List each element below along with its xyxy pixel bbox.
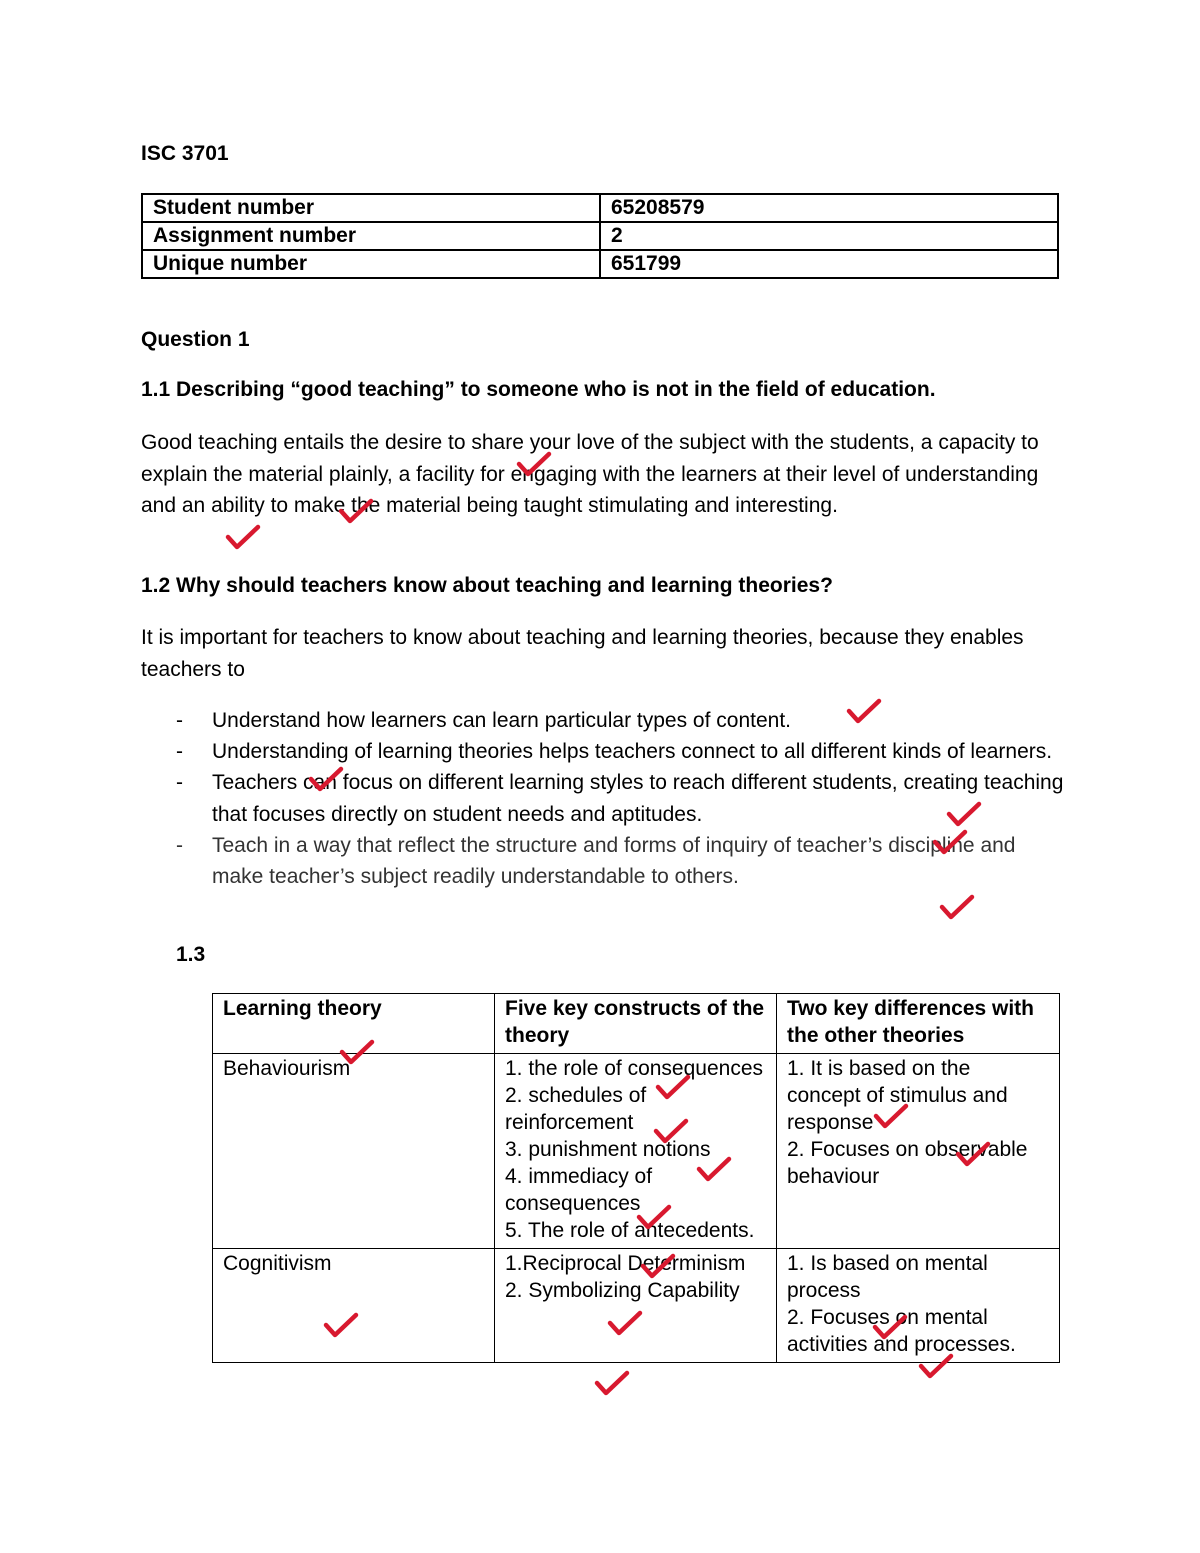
check-mark-icon bbox=[308, 765, 344, 793]
check-mark-icon bbox=[594, 1369, 630, 1397]
list-item-text: Teach in a way that reflect the structure and forms of inquiry of teacher’s discipline and make teacher’s subject readily understandable to others. bbox=[212, 833, 1016, 889]
table-row bbox=[142, 250, 1058, 278]
construct-item: 2. Symbolizing Capability bbox=[505, 1279, 740, 1302]
theory-name: Cognitivism bbox=[213, 1249, 495, 1363]
check-mark-icon bbox=[918, 1352, 954, 1380]
construct-item: 5. The role of antecedents. bbox=[505, 1219, 755, 1242]
column-header: Two key differences with the other theories bbox=[777, 994, 1060, 1054]
list-item-text: Understanding of learning theories helps teachers connect to all different kinds of learners. bbox=[212, 740, 1053, 764]
construct-item: 2. schedules of reinforcement bbox=[505, 1084, 647, 1134]
check-mark-icon bbox=[955, 1140, 991, 1168]
question-title: Question 1 bbox=[141, 328, 250, 351]
construct-item: 1.Reciprocal Determinism bbox=[505, 1252, 746, 1275]
table-row bbox=[142, 194, 1058, 222]
check-mark-icon bbox=[932, 828, 968, 856]
question-number: 1.2 bbox=[141, 574, 171, 597]
info-label: Unique number bbox=[142, 250, 600, 278]
check-mark-icon bbox=[846, 697, 882, 725]
column-header: Learning theory bbox=[213, 994, 495, 1054]
info-value: 651799 bbox=[600, 250, 1058, 278]
info-value: 65208579 bbox=[600, 194, 1058, 222]
info-label: Student number bbox=[142, 194, 600, 222]
check-mark-icon bbox=[225, 523, 261, 551]
differences-cell bbox=[777, 1249, 1060, 1363]
table-row bbox=[142, 222, 1058, 250]
question-1-1-heading bbox=[141, 378, 936, 402]
student-info-table bbox=[141, 193, 1059, 279]
list-item-text: Teachers can focus on different learning styles to reach different students, creating teaching that focuses directly on student needs and aptitudes. bbox=[212, 771, 1064, 826]
difference-item: 2. Focuses on mental activities and processes. bbox=[787, 1306, 1016, 1356]
construct-item: 1. the role of consequences bbox=[505, 1057, 764, 1080]
construct-item: 4. immediacy of consequences bbox=[505, 1165, 653, 1215]
question-number: 1.1 bbox=[141, 378, 171, 401]
check-mark-icon bbox=[640, 1252, 676, 1280]
info-label: Assignment number bbox=[142, 222, 600, 250]
heading-text: Why should teachers know about teaching and learning theories? bbox=[176, 574, 833, 597]
theory-name: Behaviourism bbox=[213, 1054, 495, 1249]
check-mark-icon bbox=[607, 1309, 643, 1337]
construct-item: 3. punishment notions bbox=[505, 1138, 711, 1161]
table-row bbox=[213, 1249, 1060, 1363]
question-1-2-heading bbox=[141, 574, 833, 598]
info-value: 2 bbox=[600, 222, 1058, 250]
differences-cell bbox=[777, 1054, 1060, 1249]
list-item: - Teach in a way that reflect the structure and forms of inquiry of teacher’s discipline and make teacher’s subject readily understandable to others. bbox=[176, 833, 1016, 889]
check-mark-icon bbox=[946, 800, 982, 828]
check-mark-icon bbox=[872, 1313, 908, 1341]
constructs-cell bbox=[495, 1249, 777, 1363]
check-mark-icon bbox=[939, 893, 975, 921]
answer-1-2: It is important for teachers to know about teaching and learning theories, because they enables teachers to bbox=[141, 626, 1024, 681]
check-mark-icon bbox=[653, 1117, 689, 1145]
difference-item: 1. It is based on the concept of stimulus and response bbox=[787, 1057, 1008, 1134]
reasons-list bbox=[176, 705, 1076, 892]
check-mark-icon bbox=[516, 450, 552, 478]
answer-1-1: Good teaching entails the desire to share your love of the subject with the students, a capacity to explain the material plainly, a facility for engaging with the learners at their level of understanding and an ability to make the material being taught stimulating and interesting. bbox=[141, 431, 1039, 517]
check-mark-icon bbox=[338, 497, 374, 525]
question-1-3-heading: 1.3 bbox=[176, 943, 206, 966]
list-item: - Teachers can focus on different learning styles to reach different students, creating teaching that focuses directly on student needs and aptitudes. bbox=[176, 771, 1064, 826]
column-header: Five key constructs of the theory bbox=[495, 994, 777, 1054]
check-mark-icon bbox=[339, 1038, 375, 1066]
heading-text: Describing “good teaching” to someone who is not in the field of education. bbox=[176, 378, 936, 401]
list-item-text: Understand how learners can learn particular types of content. bbox=[212, 709, 791, 732]
difference-item: 1. Is based on mental process bbox=[787, 1252, 988, 1302]
list-item: - Understand how learners can learn particular types of content. bbox=[176, 709, 791, 732]
check-mark-icon bbox=[696, 1155, 732, 1183]
check-mark-icon bbox=[323, 1311, 359, 1339]
course-code: ISC 3701 bbox=[141, 142, 229, 165]
check-mark-icon bbox=[636, 1203, 672, 1231]
check-mark-icon bbox=[873, 1102, 909, 1130]
check-mark-icon bbox=[655, 1073, 691, 1101]
list-item: - Understanding of learning theories helps teachers connect to all different kinds of learners. bbox=[176, 740, 1053, 764]
difference-item: 2. Focuses on observable behaviour bbox=[787, 1138, 1028, 1188]
